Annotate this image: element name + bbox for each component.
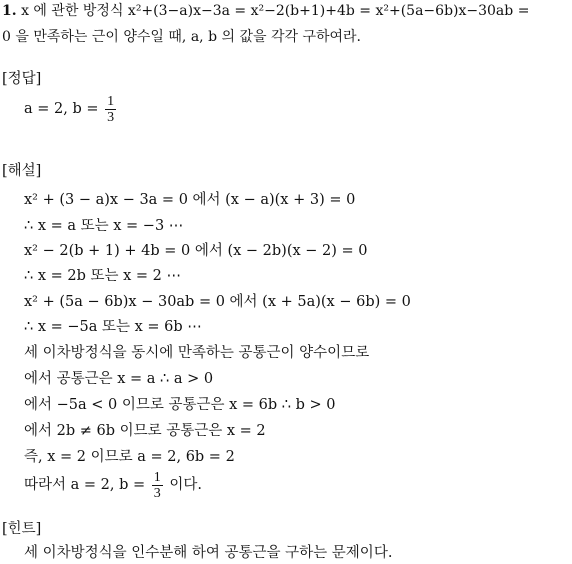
solution-line-6: ∴ x = −5a 또는 x = 6b ⋯ (24, 319, 202, 335)
solution-frac-numerator: 1 (153, 469, 161, 485)
solution-last-prefix: 따라서 a = 2, b = (24, 477, 146, 493)
solution-line-7: 세 이차방정식을 동시에 만족하는 공통근이 양수이므로 (24, 345, 370, 361)
solution-line-3: x² − 2(b + 1) + 4b = 0 에서 (x − 2b)(x − 2) = 0 (24, 243, 368, 259)
solution-line-1: x² + (3 − a)x − 3a = 0 에서 (x − a)(x + 3) = 0 (24, 192, 356, 208)
answer-label: [정답] (2, 71, 42, 87)
solution-line-5: x² + (5a − 6b)x − 30ab = 0 에서 (x + 5a)(x − 6b) = 0 (24, 294, 411, 310)
solution-line-9: 에서 −5a < 0 이므로 공통근은 x = 6b ∴ b > 0 (24, 397, 336, 413)
hint-text: 세 이차방정식을 인수분해 하여 공통근을 구하는 문제이다. (24, 545, 393, 561)
solution-last-suffix: 이다. (169, 477, 202, 493)
problem-number: 1. (2, 3, 17, 19)
solution-line-8: 에서 공통근은 x = a ∴ a > 0 (24, 371, 214, 387)
answer-prefix: a = 2, b = (24, 101, 99, 117)
solution-line-10: 에서 2b ≠ 6b 이므로 공통근은 x = 2 (24, 423, 266, 439)
problem-line-2 (2, 27, 361, 47)
hint-label: [힌트] (2, 521, 42, 537)
solution-fraction (152, 470, 163, 501)
answer-frac-numerator: 1 (107, 93, 115, 109)
answer-fraction (105, 94, 116, 125)
solution-frac-denominator: 3 (153, 485, 161, 501)
solution-line-12 (24, 468, 202, 502)
answer-line (24, 92, 118, 126)
problem-text-2: 0 을 만족하는 근이 양수일 때, a, b 의 값을 각각 구하여라. (2, 29, 361, 45)
solution-line-4: ∴ x = 2b 또는 x = 2 ⋯ (24, 268, 181, 284)
solution-line-2: ∴ x = a 또는 x = −3 ⋯ (24, 218, 184, 234)
problem-line-1 (2, 1, 529, 21)
problem-text-1: x 에 관한 방정식 x²+(3−a)x−3a = x²−2(b+1)+4b = x²+(5a−6b)x−30ab = (21, 3, 530, 19)
solution-line-11: 즉, x = 2 이므로 a = 2, 6b = 2 (24, 449, 235, 465)
solution-label: [해설] (2, 163, 42, 179)
answer-frac-denominator: 3 (107, 109, 115, 125)
